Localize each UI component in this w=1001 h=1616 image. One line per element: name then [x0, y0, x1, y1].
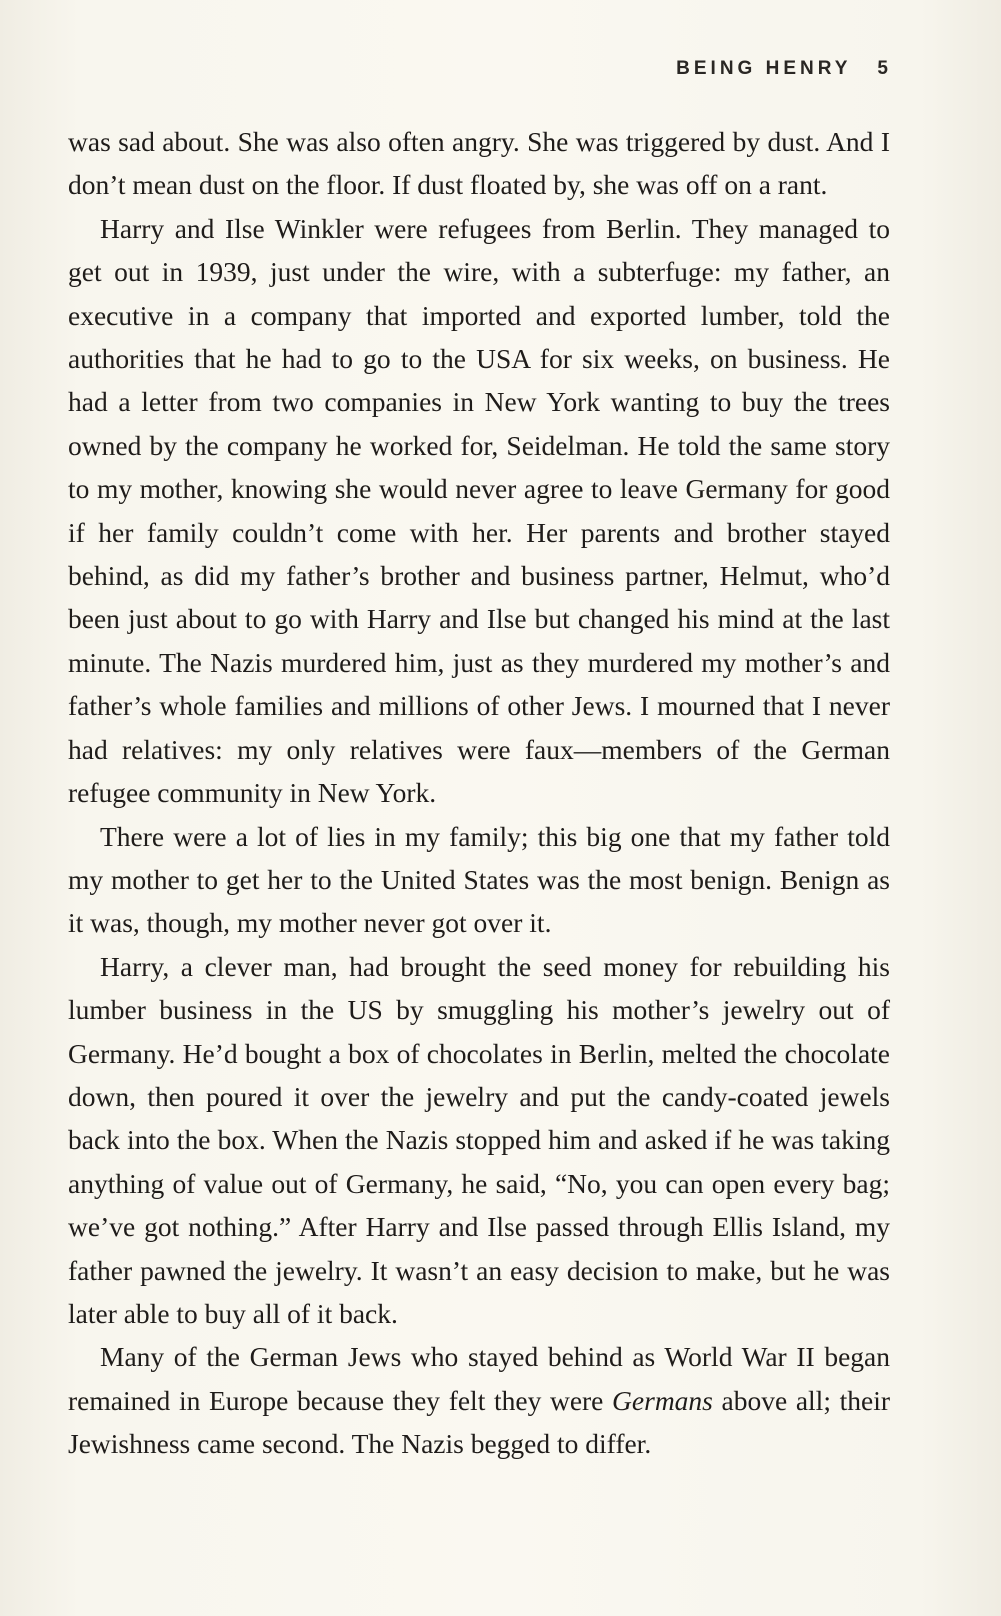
paragraph: was sad about. She was also often angry. She was triggered by dust. And I don’t mean dust on the floor. If dust floated by, she was off on a rant.: [68, 126, 890, 201]
book-title: BEING HENRY: [676, 58, 852, 79]
text-run: Many of the German Jews who stayed behind as World War II began remained in Europe because they felt they were: [68, 1341, 890, 1416]
italic-text: Germans: [612, 1384, 713, 1416]
paragraph: Harry and Ilse Winkler were refugees from Berlin. They managed to get out in 1939, just under the wire, with a subterfuge: my father, an executive in a company that imported and exported lumber, told the authorities that he had to go to the USA for six weeks, on business. He had a letter from two companies in New York wanting to buy the trees owned by the company he worked for, Seidelman. He told the same story to my mother, knowing she would never agree to leave Germany for good if her family couldn’t come with her. Her parents and brother stayed behind, as did my father’s brother and business partner, Helmut, who’d been just about to go with Harry and Ilse but changed his mind at the last minute. The Nazis murdered him, just as they murdered my mother’s and father’s whole families and millions of other Jews. I mourned that I never had relatives: my only relatives were faux—members of the German refugee community in New York.: [68, 212, 890, 809]
paragraph-last: [68, 1335, 890, 1465]
running-head: [560, 58, 888, 80]
body-text: [68, 120, 890, 1466]
paragraph: Harry, a clever man, had brought the seed money for rebuilding his lumber business in the US by smuggling his mother’s jewelry out of Germany. He’d bought a box of chocolates in Berlin, melted the chocolate down, then poured it over the jewelry and put the candy-coated jewels back into the box. When the Nazis stopped him and asked if he was taking anything of value out of Germany, he said, “No, you can open every bag; we’ve got nothing.” After Harry and Ilse passed through Ellis Island, my father pawned the jewelry. It wasn’t an easy decision to make, but he was later able to buy all of it back.: [68, 950, 890, 1329]
paragraph: There were a lot of lies in my family; this big one that my father told my mother to get her to the United States was the most benign. Benign as it was, though, my mother never got over it.: [68, 820, 890, 939]
text-run: above all; their Jewishness came second. The Nazis begged to differ.: [68, 1384, 890, 1460]
page-number: 5: [877, 58, 888, 79]
